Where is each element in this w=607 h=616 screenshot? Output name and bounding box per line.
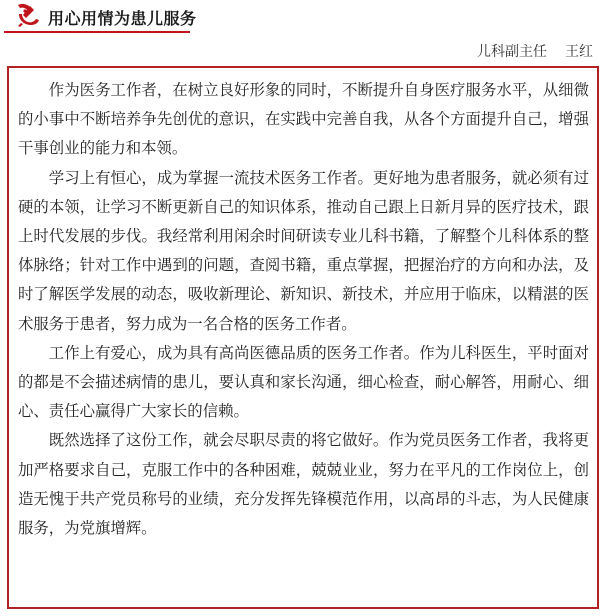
article-paragraph-1: 作为医务工作者，在树立良好形象的同时，不断提升自身医疗服务水平，从细微的小事中不断培养争先创优的意识，在实践中完善自我，从各个方面提升自己，增强干事创业的能力和本领。 (18, 81, 589, 158)
article-paragraph-2: 学习上有恒心，成为掌握一流技术医务工作者。更好地为患者服务，就必须有过硬的本领，让学习不断更新自己的知识体系，推动自己跟上日新月异的医疗技术，跟上时代发展的步伐。我经常利用闲余时间研读专业儿科书籍，了解整个儿科体系的整体脉络；针对工作中遇到的问题，查阅书籍，重点掌握，把握治疗的方向和办法，及时了解医学发展的动态，吸收新理论、新知识、新技术，并应用于临床，以精湛的医术服务于患者，努力成为一名合格的医务工作者。 (18, 168, 589, 333)
header-underline (4, 31, 190, 33)
party-emblem-icon (15, 2, 41, 28)
author-name: 王红 (565, 44, 593, 60)
header-title: 用心用情为患儿服务 (48, 9, 197, 28)
article-paragraph-3: 工作上有爱心，成为具有高尚医德品质的医务工作者。作为儿科医生，平时面对的都是不会描述病情的患儿，要认真和家长沟通，细心检查，耐心解答，用耐心、细心、责任心赢得广大家长的信赖。 (18, 343, 589, 421)
byline (477, 41, 593, 61)
author-role: 儿科副主任 (477, 44, 547, 60)
article-body (7, 66, 599, 609)
article-paragraph-4: 既然选择了这份工作，就会尽职尽责的将它做好。作为党员医务工作者，我将更加严格要求自己，克服工作中的各种困难，兢兢业业，努力在平凡的工作岗位上，创造无愧于共产党员称号的业绩，充分发挥先锋模范作用，以高昂的斗志，为人民健康服务，为党旗增辉。 (18, 431, 589, 538)
header (0, 0, 607, 34)
